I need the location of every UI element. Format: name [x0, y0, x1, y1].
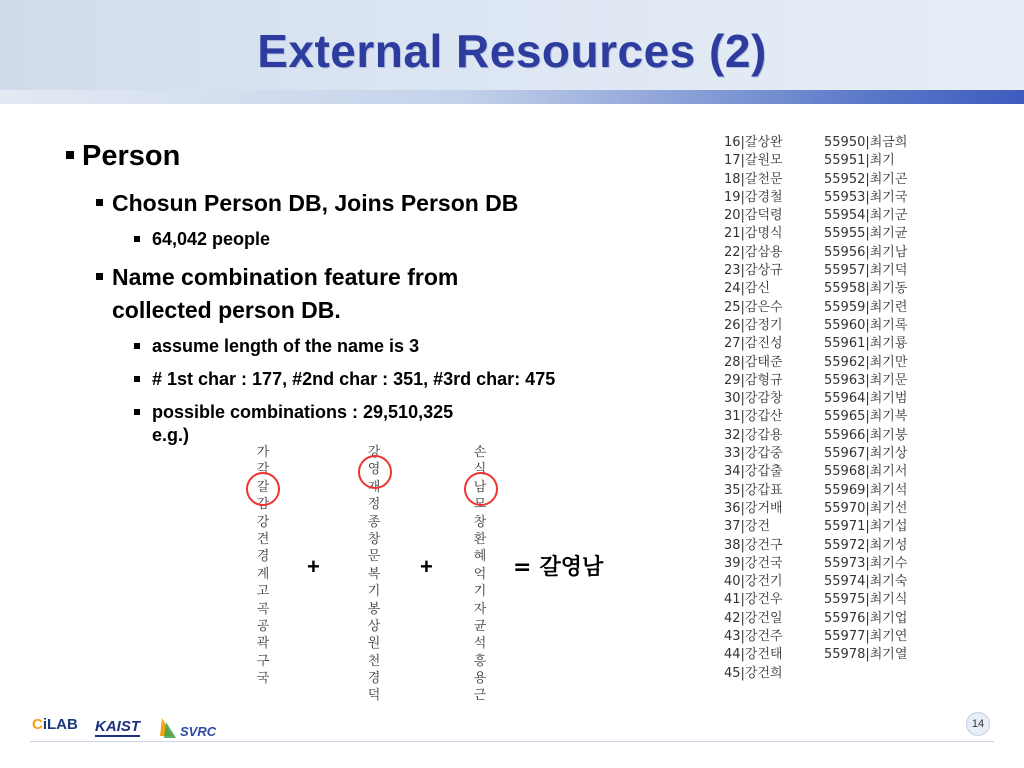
name-list-row: 55956|최기남	[824, 244, 908, 260]
name-list-row: 55953|최기국	[824, 189, 908, 205]
name-list-row: 41|강건우	[724, 592, 783, 608]
svrc-logo	[158, 716, 228, 742]
name-list-row: 55962|최기만	[824, 354, 908, 370]
syllable: 강	[256, 514, 270, 530]
name-list-row: 22|감삼용	[724, 244, 783, 260]
name-list-row: 30|강감창	[724, 391, 783, 407]
syllable: 경	[367, 671, 381, 687]
name-list-row: 18|갈천문	[724, 171, 783, 187]
bullet-text: possible combinations : 29,510,325	[152, 402, 454, 422]
cilab-logo-c: C	[32, 716, 43, 733]
highlight-circle-first	[246, 472, 280, 506]
syllable: 영	[367, 462, 381, 478]
syllable: 구	[256, 653, 270, 669]
bullet-db	[62, 187, 682, 220]
syllable: 정	[367, 497, 381, 513]
bullet-possible	[62, 401, 682, 424]
slide-title: External Resources (2)	[257, 25, 767, 77]
syllable: 덕	[367, 688, 381, 704]
syllable: 원	[367, 636, 381, 652]
syllable: 억	[473, 566, 487, 582]
syllable: 흥	[473, 653, 487, 669]
name-list-row: 34|강갑출	[724, 464, 783, 480]
bullet-square-icon	[134, 376, 140, 382]
combination-result	[513, 550, 603, 581]
name-list-right	[824, 134, 907, 665]
name-list-row: 55965|최기복	[824, 409, 908, 425]
name-list-row: 55966|최기붕	[824, 427, 908, 443]
name-list-row: 55964|최기범	[824, 391, 908, 407]
name-list-row: 55973|최기수	[824, 555, 908, 571]
bullet-square-icon	[96, 273, 103, 280]
name-list-row: 21|감명식	[724, 226, 783, 242]
name-list-row: 55951|최기	[824, 153, 895, 169]
name-list-row: 44|강건태	[724, 647, 783, 663]
name-list-row: 55955|최기균	[824, 226, 908, 242]
plus-sign: +	[307, 554, 320, 579]
kaist-logo: KAIST	[95, 718, 140, 735]
highlight-circle-third	[464, 472, 498, 506]
syllable: 감	[256, 497, 270, 513]
name-list-row: 23|감상규	[724, 263, 783, 279]
bullet-people	[62, 228, 682, 251]
syllable: 봉	[367, 601, 381, 617]
svrc-logo-mark	[164, 722, 176, 738]
name-list-row: 33|강갑중	[724, 446, 783, 462]
name-list-row: 55950|최금희	[824, 135, 908, 150]
result-name: 갈영남	[539, 555, 604, 580]
syllable: 남	[473, 479, 487, 495]
syllable: 재	[367, 479, 381, 495]
bullet-square-icon	[134, 236, 140, 242]
syllable: 손	[473, 445, 487, 460]
syllable: 각	[256, 462, 270, 478]
syllable: 곡	[256, 601, 270, 617]
syllable: 근	[473, 688, 487, 704]
name-list-row: 20|감덕령	[724, 208, 783, 224]
name-list-row: 29|감형규	[724, 372, 783, 388]
name-list-row: 55957|최기덕	[824, 263, 908, 279]
name-list-row: 43|강건주	[724, 629, 783, 645]
name-list-row: 19|감경철	[724, 189, 783, 205]
name-list-row: 35|강갑표	[724, 482, 783, 498]
cilab-logo	[32, 716, 78, 733]
bullet-text: Person	[82, 140, 181, 172]
plus-sign: +	[420, 554, 433, 579]
name-list-row: 55961|최기룡	[824, 336, 908, 352]
syllable: 식	[473, 462, 487, 478]
syllable: 종	[367, 514, 381, 530]
syllable: 창	[473, 514, 487, 530]
syllable: 기	[367, 584, 381, 600]
name-list-row: 55967|최기상	[824, 446, 908, 462]
syllable: 상	[367, 618, 381, 634]
syllable: 자	[473, 601, 487, 617]
bullet-square-icon	[66, 151, 74, 159]
syllable: 곽	[256, 636, 270, 652]
name-list-row: 42|강건일	[724, 610, 783, 626]
bullet-text: Name combination feature from collected person DB.	[112, 264, 459, 323]
name-list-row: 17|갈원모	[724, 153, 783, 169]
syllable: 공	[256, 618, 270, 634]
bullet-text: e.g.)	[152, 425, 190, 445]
syllable: 경	[256, 549, 270, 565]
name-list-row: 38|강건구	[724, 537, 783, 553]
name-list-row: 55952|최기곤	[824, 171, 908, 187]
bullet-name-combination	[62, 261, 562, 327]
name-list-row: 27|감진성	[724, 336, 783, 352]
name-list-row: 55970|최기선	[824, 500, 908, 516]
name-list-left	[724, 134, 783, 683]
name-list-row: 55963|최기문	[824, 372, 908, 388]
name-list-row: 55975|최기식	[824, 592, 908, 608]
page-number: 14	[966, 712, 990, 736]
syllable: 국	[256, 671, 270, 687]
name-list-row: 45|강건희	[724, 665, 783, 681]
syllable: 계	[256, 566, 270, 582]
syllable: 환	[473, 531, 487, 547]
header-accent-bar	[0, 90, 1024, 104]
name-list-row: 55976|최기업	[824, 610, 908, 626]
syllable: 모	[473, 497, 487, 513]
name-list-row: 26|감정기	[724, 317, 783, 333]
equals-sign: =	[513, 555, 532, 580]
syllable: 석	[473, 636, 487, 652]
syllable: 기	[473, 584, 487, 600]
syllable: 용	[473, 671, 487, 687]
highlight-circle-second	[358, 455, 392, 489]
name-list-row: 55974|최기숙	[824, 574, 908, 590]
bullet-square-icon	[134, 343, 140, 349]
name-list-row: 40|강건기	[724, 574, 783, 590]
name-list-row: 55969|최기석	[824, 482, 908, 498]
name-list-row: 39|강건국	[724, 555, 783, 571]
name-list-row: 25|감은수	[724, 299, 783, 315]
syllable: 고	[256, 584, 270, 600]
syllable: 가	[256, 445, 270, 460]
cilab-logo-text: iLAB	[42, 716, 78, 733]
bullet-text: Chosun Person DB, Joins Person DB	[112, 190, 519, 216]
bullet-square-icon	[134, 409, 140, 415]
name-list-row: 24|감신	[724, 281, 771, 297]
syllable: 복	[367, 566, 381, 582]
name-list-row: 32|강갑용	[724, 427, 783, 443]
syllable: 견	[256, 531, 270, 547]
bullet-person	[62, 140, 682, 173]
syllable: 균	[473, 618, 487, 634]
name-list-row: 55971|최기섭	[824, 519, 908, 535]
syllable: 갈	[256, 479, 270, 495]
name-list-row: 31|강갑산	[724, 409, 783, 425]
bullet-text: 64,042 people	[152, 229, 271, 249]
name-list-row: 55972|최기성	[824, 537, 908, 553]
name-list-row: 55968|최기서	[824, 464, 908, 480]
name-list-row: 55960|최기록	[824, 317, 908, 333]
bullet-text: # 1st char : 177, #2nd char : 351, #3rd char: 475	[152, 369, 556, 389]
name-list-row: 16|갈상완	[724, 135, 783, 150]
syllable: 혜	[473, 549, 487, 565]
bullet-assume	[62, 335, 682, 358]
name-list-row: 28|감태준	[724, 354, 783, 370]
syllable: 천	[367, 653, 381, 669]
syllable: 강	[367, 445, 381, 460]
bullet-text: assume length of the name is 3	[152, 336, 420, 356]
name-list-row: 55958|최기동	[824, 281, 908, 297]
name-list-row: 55959|최기련	[824, 299, 908, 315]
name-list-row: 55978|최기열	[824, 647, 908, 663]
syllable: 창	[367, 531, 381, 547]
bullet-square-icon	[96, 199, 103, 206]
bullet-counts	[62, 368, 682, 391]
svrc-logo-text: SVRC	[180, 724, 217, 739]
name-list-row: 55977|최기연	[824, 629, 908, 645]
bullet-list	[62, 140, 682, 457]
name-list-row: 37|강건	[724, 519, 771, 535]
syllable: 문	[367, 549, 381, 565]
name-list-row: 55954|최기군	[824, 208, 908, 224]
name-list-row: 36|강거배	[724, 500, 783, 516]
